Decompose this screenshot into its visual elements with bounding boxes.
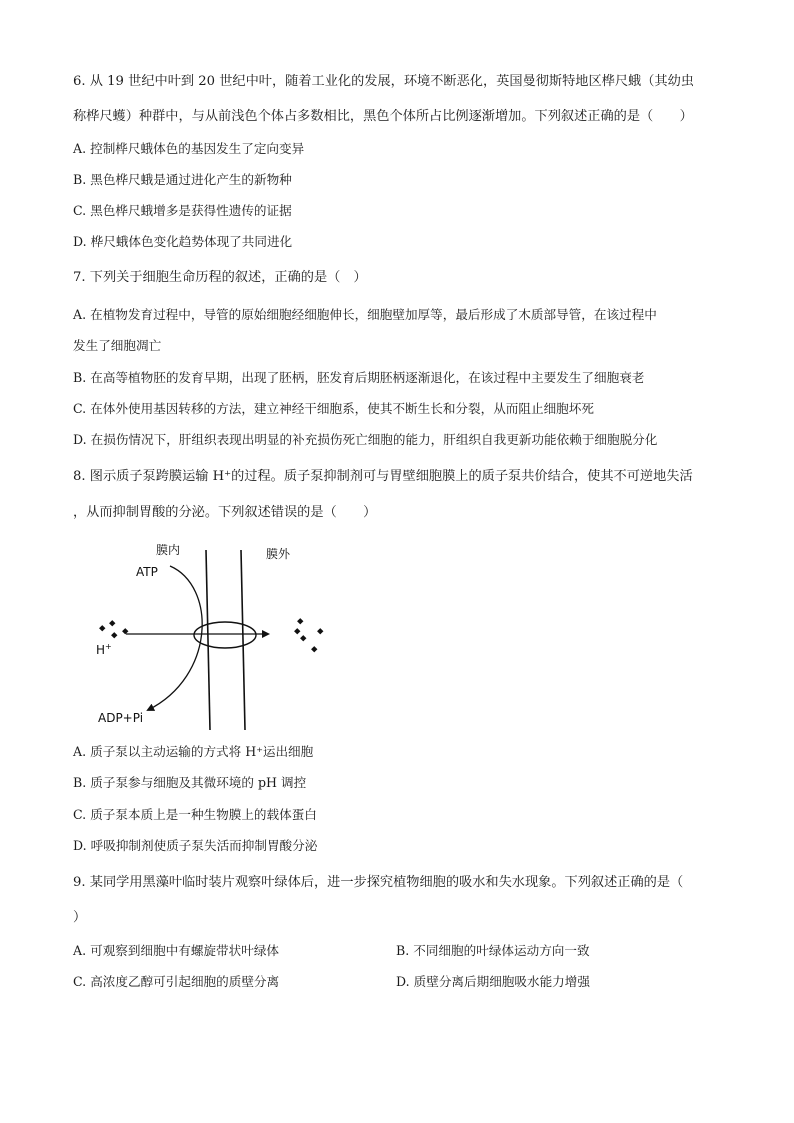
h-ion-inside <box>111 632 117 638</box>
q6-stem-line-2: 称桦尺蠖）种群中，与从前浅色个体占多数相比，黑色个体所占比例逐渐增加。下列叙述正确的是（ ） <box>73 109 693 124</box>
proton-pump-ellipse <box>194 622 256 648</box>
membrane-outside-label: 膜外 <box>266 547 291 561</box>
membrane-outer-line <box>241 550 245 730</box>
q6-option-b: B. 黑色桦尺蛾是通过进化产生的新物种 <box>73 172 292 187</box>
h-ion-outside <box>297 618 303 624</box>
q8-option-d: D. 呼吸抑制剂使质子泵失活而抑制胃酸分泌 <box>73 838 318 853</box>
h-ion-letter: H <box>96 643 106 657</box>
q8-stem-line-1: 8. 图示质子泵跨膜运输 H⁺的过程。质子泵抑制剂可与胃壁细胞膜上的质子泵共价结合，使其不可逆地失活 <box>73 469 693 484</box>
q7-option-a: A. 在植物发育过程中，导管的原始细胞经细胞伸长，细胞壁加厚等，最后形成了木质部导管，在该过程中 <box>73 307 657 322</box>
membrane-inner-line <box>206 550 210 730</box>
proton-pump-diagram <box>88 538 348 738</box>
q7-option-a-continued: 发生了细胞凋亡 <box>73 338 162 353</box>
q6-option-d: D. 桦尺蛾体色变化趋势体现了共同进化 <box>73 234 293 249</box>
adp-pi-label: ADP+Pi <box>98 711 144 725</box>
q8-stem-line-2: ，从而抑制胃酸的分泌。下列叙述错误的是（ ） <box>73 505 377 520</box>
q7-stem: 7. 下列关于细胞生命历程的叙述，正确的是（ ） <box>73 270 367 285</box>
q7-option-c: C. 在体外使用基因转移的方法，建立神经干细胞系，使其不断生长和分裂，从而阻止细胞坏死 <box>73 401 594 416</box>
atp-label: ATP <box>136 565 158 579</box>
proton-pump-svg <box>88 538 348 738</box>
h-ion-outside <box>317 628 323 634</box>
q8-option-a: A. 质子泵以主动运输的方式将 H⁺运出细胞 <box>73 744 314 759</box>
q6-option-a: A. 控制桦尺蛾体色的基因发生了定向变异 <box>73 141 305 156</box>
q7-option-b: B. 在高等植物胚的发育早期，出现了胚柄，胚发育后期胚柄逐渐退化，在该过程中主要发生了细胞衰老 <box>73 370 645 385</box>
q9-option-b: B. 不同细胞的叶绿体运动方向一致 <box>396 943 590 958</box>
q9-option-c: C. 高浓度乙醇可引起细胞的质壁分离 <box>73 974 280 989</box>
h-ion-inside <box>99 625 105 631</box>
h-ion-outside <box>311 646 317 652</box>
q9-stem-line-2: ） <box>73 910 87 925</box>
q7-option-d: D. 在损伤情况下，肝组织表现出明显的补充损伤死亡细胞的能力，肝组织自我更新功能依赖于细胞脱分化 <box>73 432 658 447</box>
h-ion-charge: + <box>105 642 112 651</box>
membrane-inside-label: 膜内 <box>156 543 181 557</box>
q8-option-c: C. 质子泵本质上是一种生物膜上的载体蛋白 <box>73 807 317 822</box>
h-ion-label <box>96 642 112 657</box>
q6-option-c: C. 黑色桦尺蛾增多是获得性遗传的证据 <box>73 203 292 218</box>
q8-option-b: B. 质子泵参与细胞及其微环境的 pH 调控 <box>73 775 307 790</box>
q6-stem-line-1: 6. 从 19 世纪中叶到 20 世纪中叶，随着工业化的发展，环境不断恶化，英国曼彻斯特地区桦尺蛾（其幼虫 <box>73 74 694 89</box>
h-ion-outside <box>300 635 306 641</box>
q9-option-a: A. 可观察到细胞中有螺旋带状叶绿体 <box>73 943 280 958</box>
q9-stem-line-1: 9. 某同学用黑藻叶临时装片观察叶绿体后，进一步探究植物细胞的吸水和失水现象。下列叙述正确的是（ <box>73 875 684 890</box>
q9-option-d: D. 质壁分离后期细胞吸水能力增强 <box>396 974 590 989</box>
h-ion-inside <box>109 620 115 626</box>
h-ion-outside <box>294 628 300 634</box>
